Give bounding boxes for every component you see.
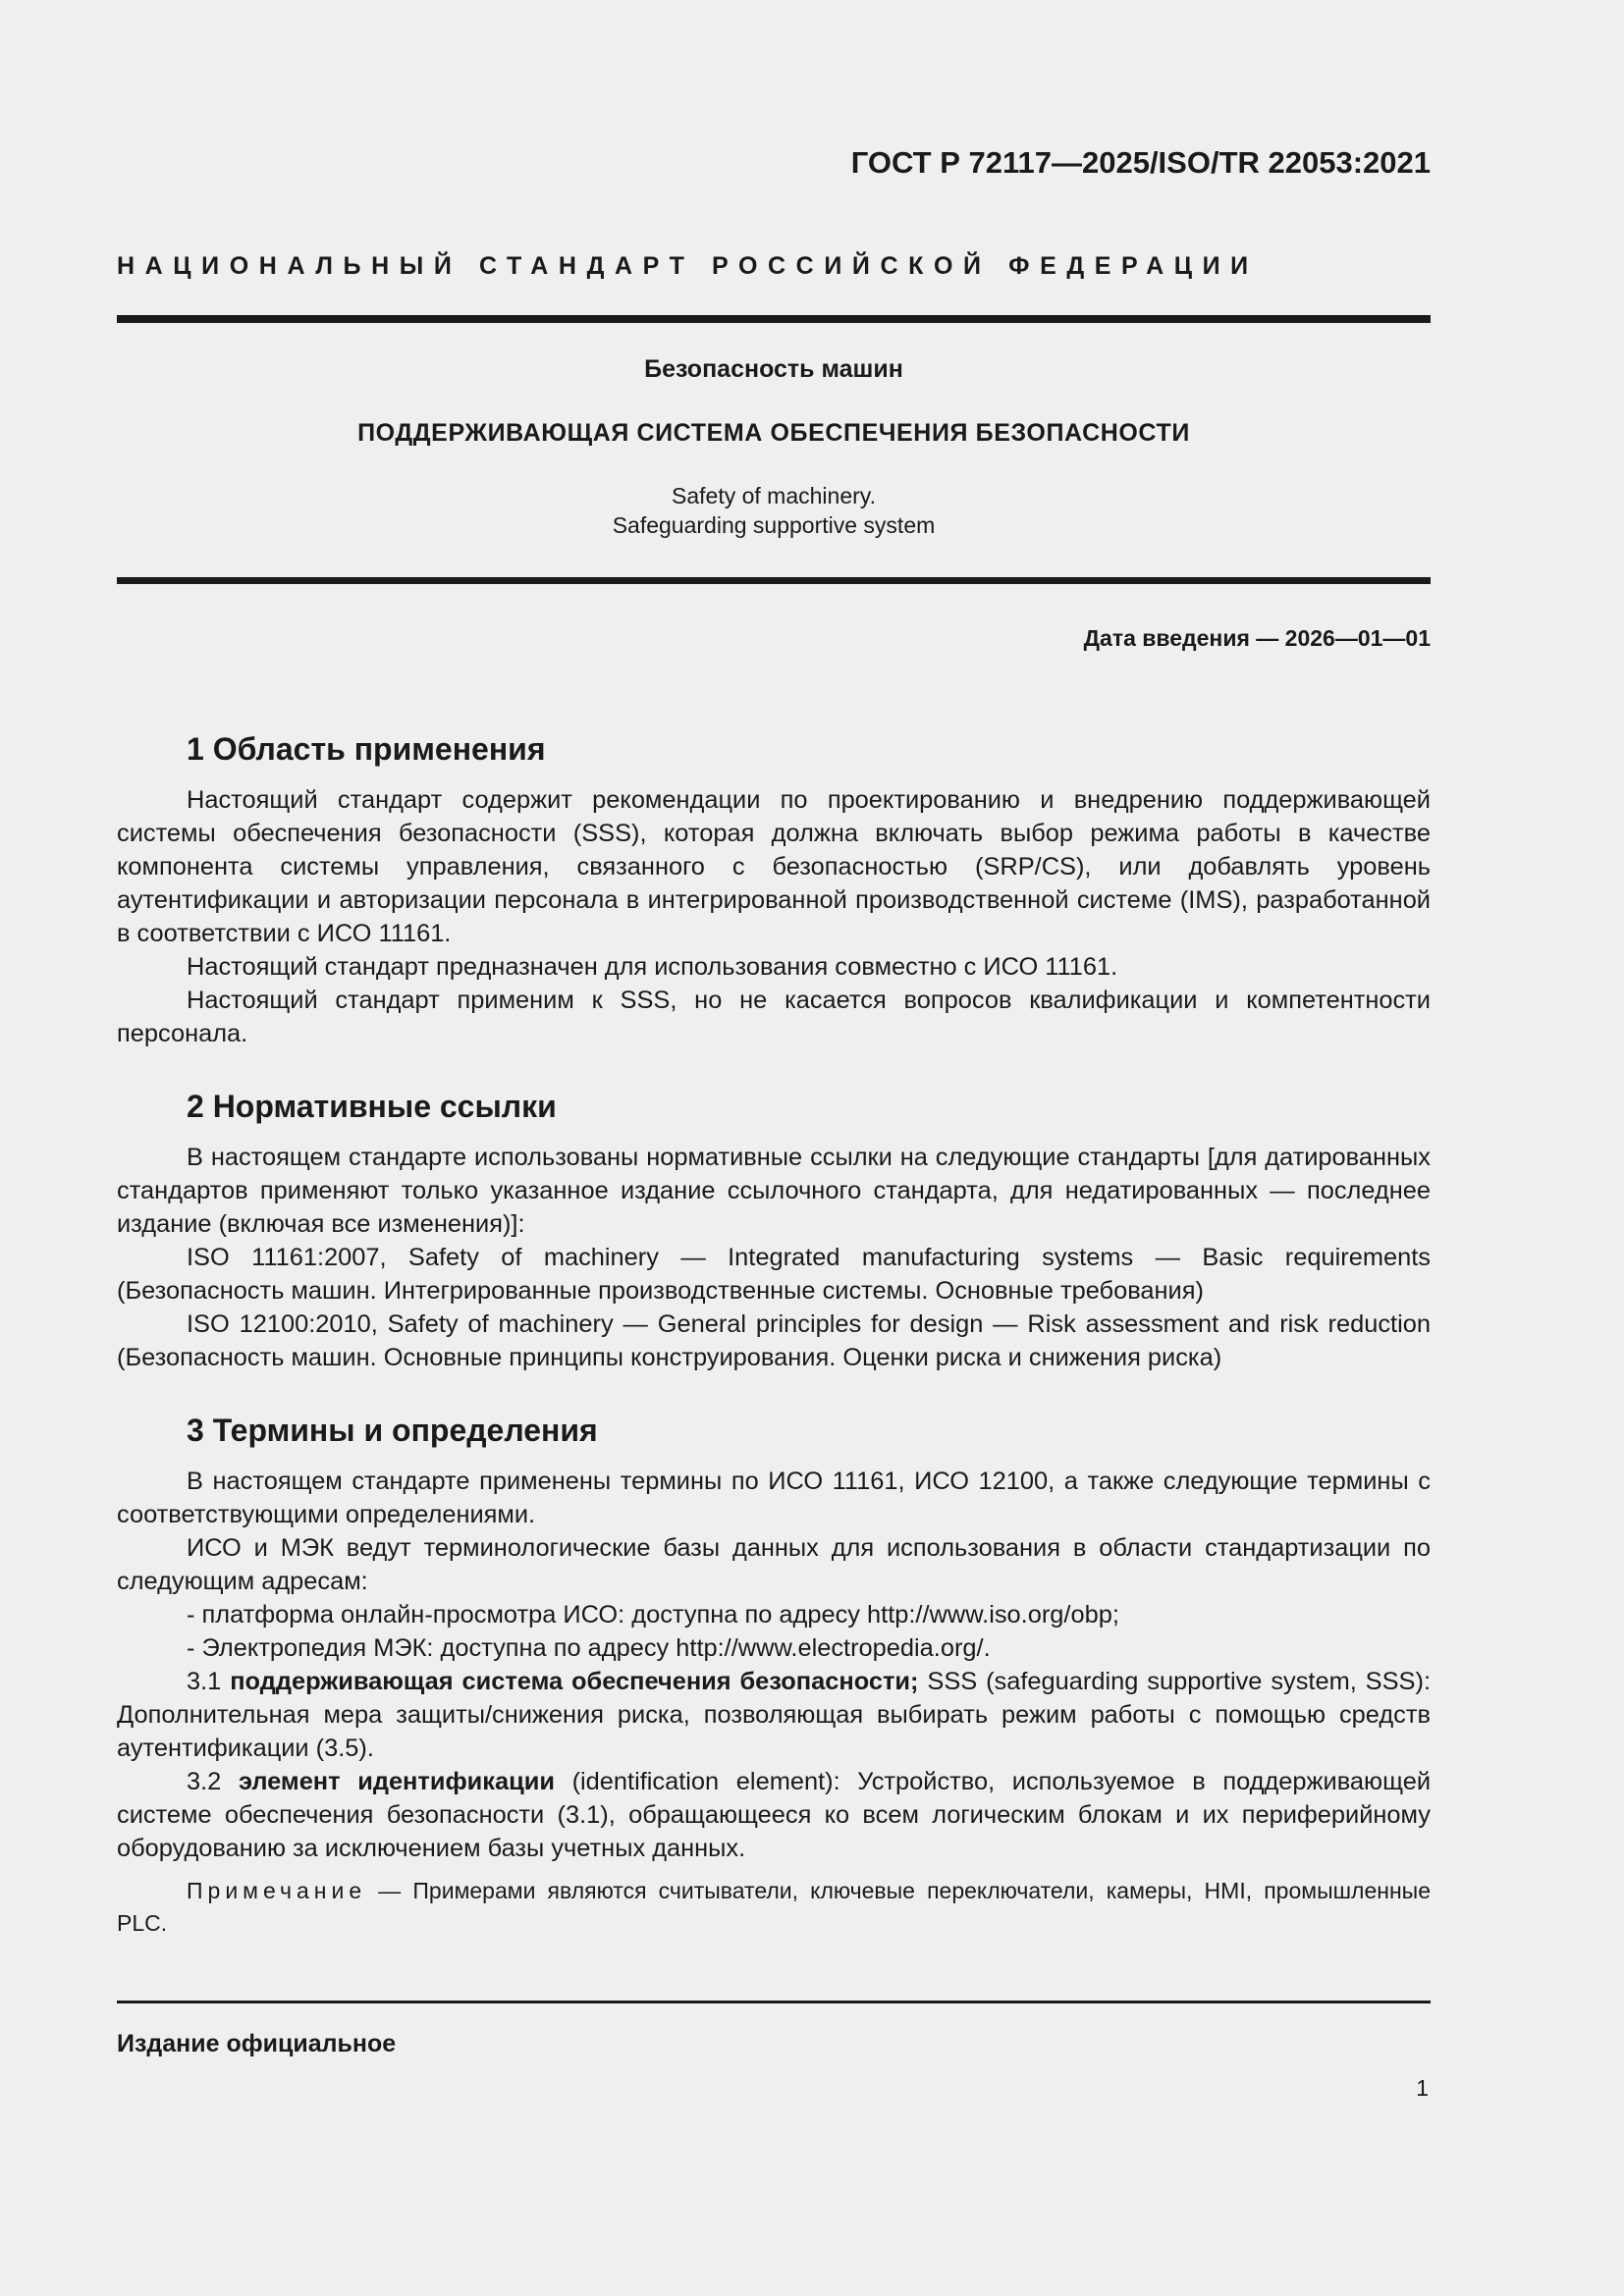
database-list-item: - платформа онлайн-просмотра ИСО: доступна по адресу http://www.iso.org/obp; [187,1601,1119,1629]
page-number: 1 [1416,2075,1429,2101]
section-3-heading: 3 Термины и определения [187,1413,598,1448]
english-title-line2: Safeguarding supportive system [612,512,936,538]
top-rule [117,315,1431,323]
term-number: 3.1 [187,1668,231,1695]
normative-reference: ISO 12100:2010, Safety of machinery — General principles for design — Risk assessment and risk reduction (Безопасность машин. Основные принципы конструирования. Оценки риска и снижения риска) [117,1310,1431,1371]
section-1-heading: 1 Область применения [187,731,546,767]
normative-reference: ISO 11161:2007, Safety of machinery — Integrated manufacturing systems — Basic requirements (Безопасность машин. Интегрированные производственные системы. Основные требования) [117,1244,1431,1305]
section-2-paragraph: В настоящем стандарте использованы нормативные ссылки на следующие стандарты [для датированных стандартов применяют только указанное издание ссылочного стандарта, для недатированных — последнее издание (включая все изменения)]: [117,1144,1431,1238]
term-3-2 [117,1765,1431,1865]
database-list-item: - Электропедия МЭК: доступна по адресу http://www.electropedia.org/. [187,1634,991,1662]
document-title: ПОДДЕРЖИВАЮЩАЯ СИСТЕМА ОБЕСПЕЧЕНИЯ БЕЗОПАСНОСТИ [357,419,1190,447]
national-standard-banner: НАЦИОНАЛЬНЫЙ СТАНДАРТ РОССИЙСКОЙ ФЕДЕРАЦИИ [117,252,1259,280]
title-rule [117,577,1431,584]
term-name: поддерживающая система обеспечения безопасности; [230,1668,919,1695]
section-1-paragraph: Настоящий стандарт содержит рекомендации по проектированию и внедрению поддерживающей системы обеспечения безопасности (SSS), которая должна включать выбор режима работы в качестве компонента системы управления, связанного с безопасностью (SRP/CS), или добавлять уровень аутентификации и авторизации персонала в интегрированной производственной системе (IMS), разработанной в соответствии с ИСО 11161. [117,786,1431,947]
section-3-paragraph: ИСО и МЭК ведут терминологические базы данных для использования в области стандартизации по следующим адресам: [117,1534,1431,1595]
section-1-paragraph: Настоящий стандарт применим к SSS, но не касается вопросов квалификации и компетентности персонала. [117,987,1431,1047]
term-definition: SSS (safeguarding supportive system, SSS): Дополнительная мера защиты/снижения риска, позволяющая выбирать режим работы с помощью средств аутентификации (3.5). [117,1668,1431,1762]
section-1-paragraph: Настоящий стандарт предназначен для использования совместно с ИСО 11161. [187,953,1118,981]
note-label: Примечание [187,1878,367,1903]
section-3-paragraph: В настоящем стандарте применены термины по ИСО 11161, ИСО 12100, а также следующие термины с соответствующими определениями. [117,1468,1431,1528]
term-number: 3.2 [187,1768,239,1795]
document-body [117,726,1431,1940]
note-text: — Примерами являются считыватели, ключевые переключатели, камеры, HMI, промышленные PLC. [117,1878,1431,1936]
term-definition: (identification element): Устройство, используемое в поддерживающей системе обеспечения безопасности (3.1), обращающееся ко всем логическим блокам и их периферийному оборудованию за исключением базы учетных данных. [117,1768,1431,1862]
standard-designation: ГОСТ Р 72117—2025/ISO/TR 22053:2021 [850,145,1431,180]
term-note [117,1875,1431,1940]
term-name: элемент идентификации [238,1768,555,1795]
section-2-heading: 2 Нормативные ссылки [187,1089,557,1124]
term-3-1 [117,1665,1431,1765]
english-title [117,481,1431,540]
english-title-line1: Safety of machinery. [672,483,876,508]
bottom-rule [117,2001,1431,2003]
document-subtitle: Безопасность машин [644,355,903,383]
official-edition-label: Издание официальное [117,2030,397,2057]
introduction-date: Дата введения — 2026—01—01 [1083,625,1431,651]
